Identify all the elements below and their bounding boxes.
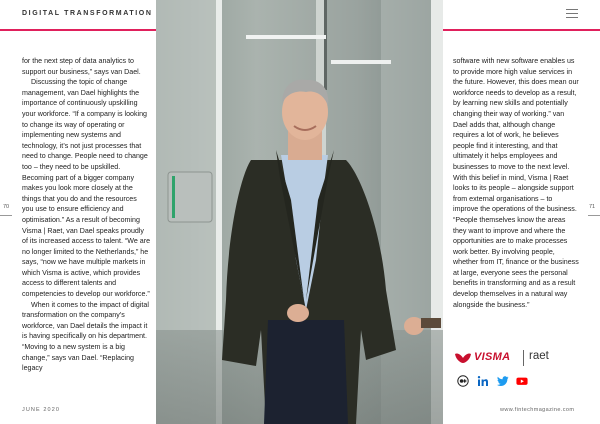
visma-raet-logo (452, 350, 582, 366)
page-number-left: 70 (3, 204, 10, 210)
medium-icon[interactable] (457, 375, 469, 387)
page-number-right: 71 (589, 204, 596, 210)
twitter-icon[interactable] (497, 375, 509, 387)
logo-divider (523, 350, 524, 366)
article-paragraph: Discussing the topic of change management, van Dael highlights the importance of continuously upskilling your workforce. “If a company is looking to change its way of operating or implementing new systems and technology, it’s not just processes that need to change. People need to change too – they need to be upskilled. Becoming part of a bigger company makes you look more closely at the things that you do and the resources you use to ensure efficiency and optimisation.” As a result of becoming Visma | Raet, van Dael speaks proudly of its increased access to talent. “We are no longer limited to the Netherlands,” he says, “now we have multiple markets in which Visma is active, which provides access to different talents and competencies to develop our workforce.” (22, 78, 151, 299)
portrait-photo (156, 0, 443, 424)
raet-wordmark: raet (529, 350, 549, 362)
article-paragraph: When it comes to the impact of digital transformation on the company’s workforce, van Dael details the impact it is having specifically on his department. “Moving to a new system is a big change,” says van Dael. “Replacing legacy (22, 300, 149, 373)
youtube-icon[interactable] (516, 375, 528, 387)
linkedin-icon[interactable] (477, 375, 489, 387)
visma-wordmark: VISMA (474, 351, 511, 363)
right-article-column (453, 56, 579, 310)
section-title: DIGITAL TRANSFORMATION (22, 10, 153, 17)
page-tick-left (0, 215, 12, 216)
hamburger-menu-icon[interactable] (566, 9, 578, 19)
footer-date: JUNE 2020 (22, 407, 61, 413)
left-article-column (22, 56, 150, 374)
visma-logo-icon (454, 352, 472, 364)
page-tick-right (588, 215, 600, 216)
article-paragraph: for the next step of data analytics to support our business,” says van Dael. (22, 57, 141, 76)
article-paragraph: software with new software enables us to provide more high value services in the future. However, this does mean our workforce needs to develop as a result, by learning new skills and potentially changing their way of working.” van Dael adds that, although change requires a lot of work, he believes people find it interesting, and that ultimately it helps employees and businesses to move to the next level. With this belief in mind, Visma | Raet looks to its people – alongside support from external organisations – to improve the operations of the business. “People themselves know the areas they want to improve and where the opportunities are to make processes work better. By involving people, whether from IT, finance or the business at large, everyone sees the personal benefits in transforming and as a result develop themselves in a natural way alongside the business.” (453, 57, 579, 309)
footer-url[interactable]: www.fintechmagazine.com (500, 407, 575, 413)
